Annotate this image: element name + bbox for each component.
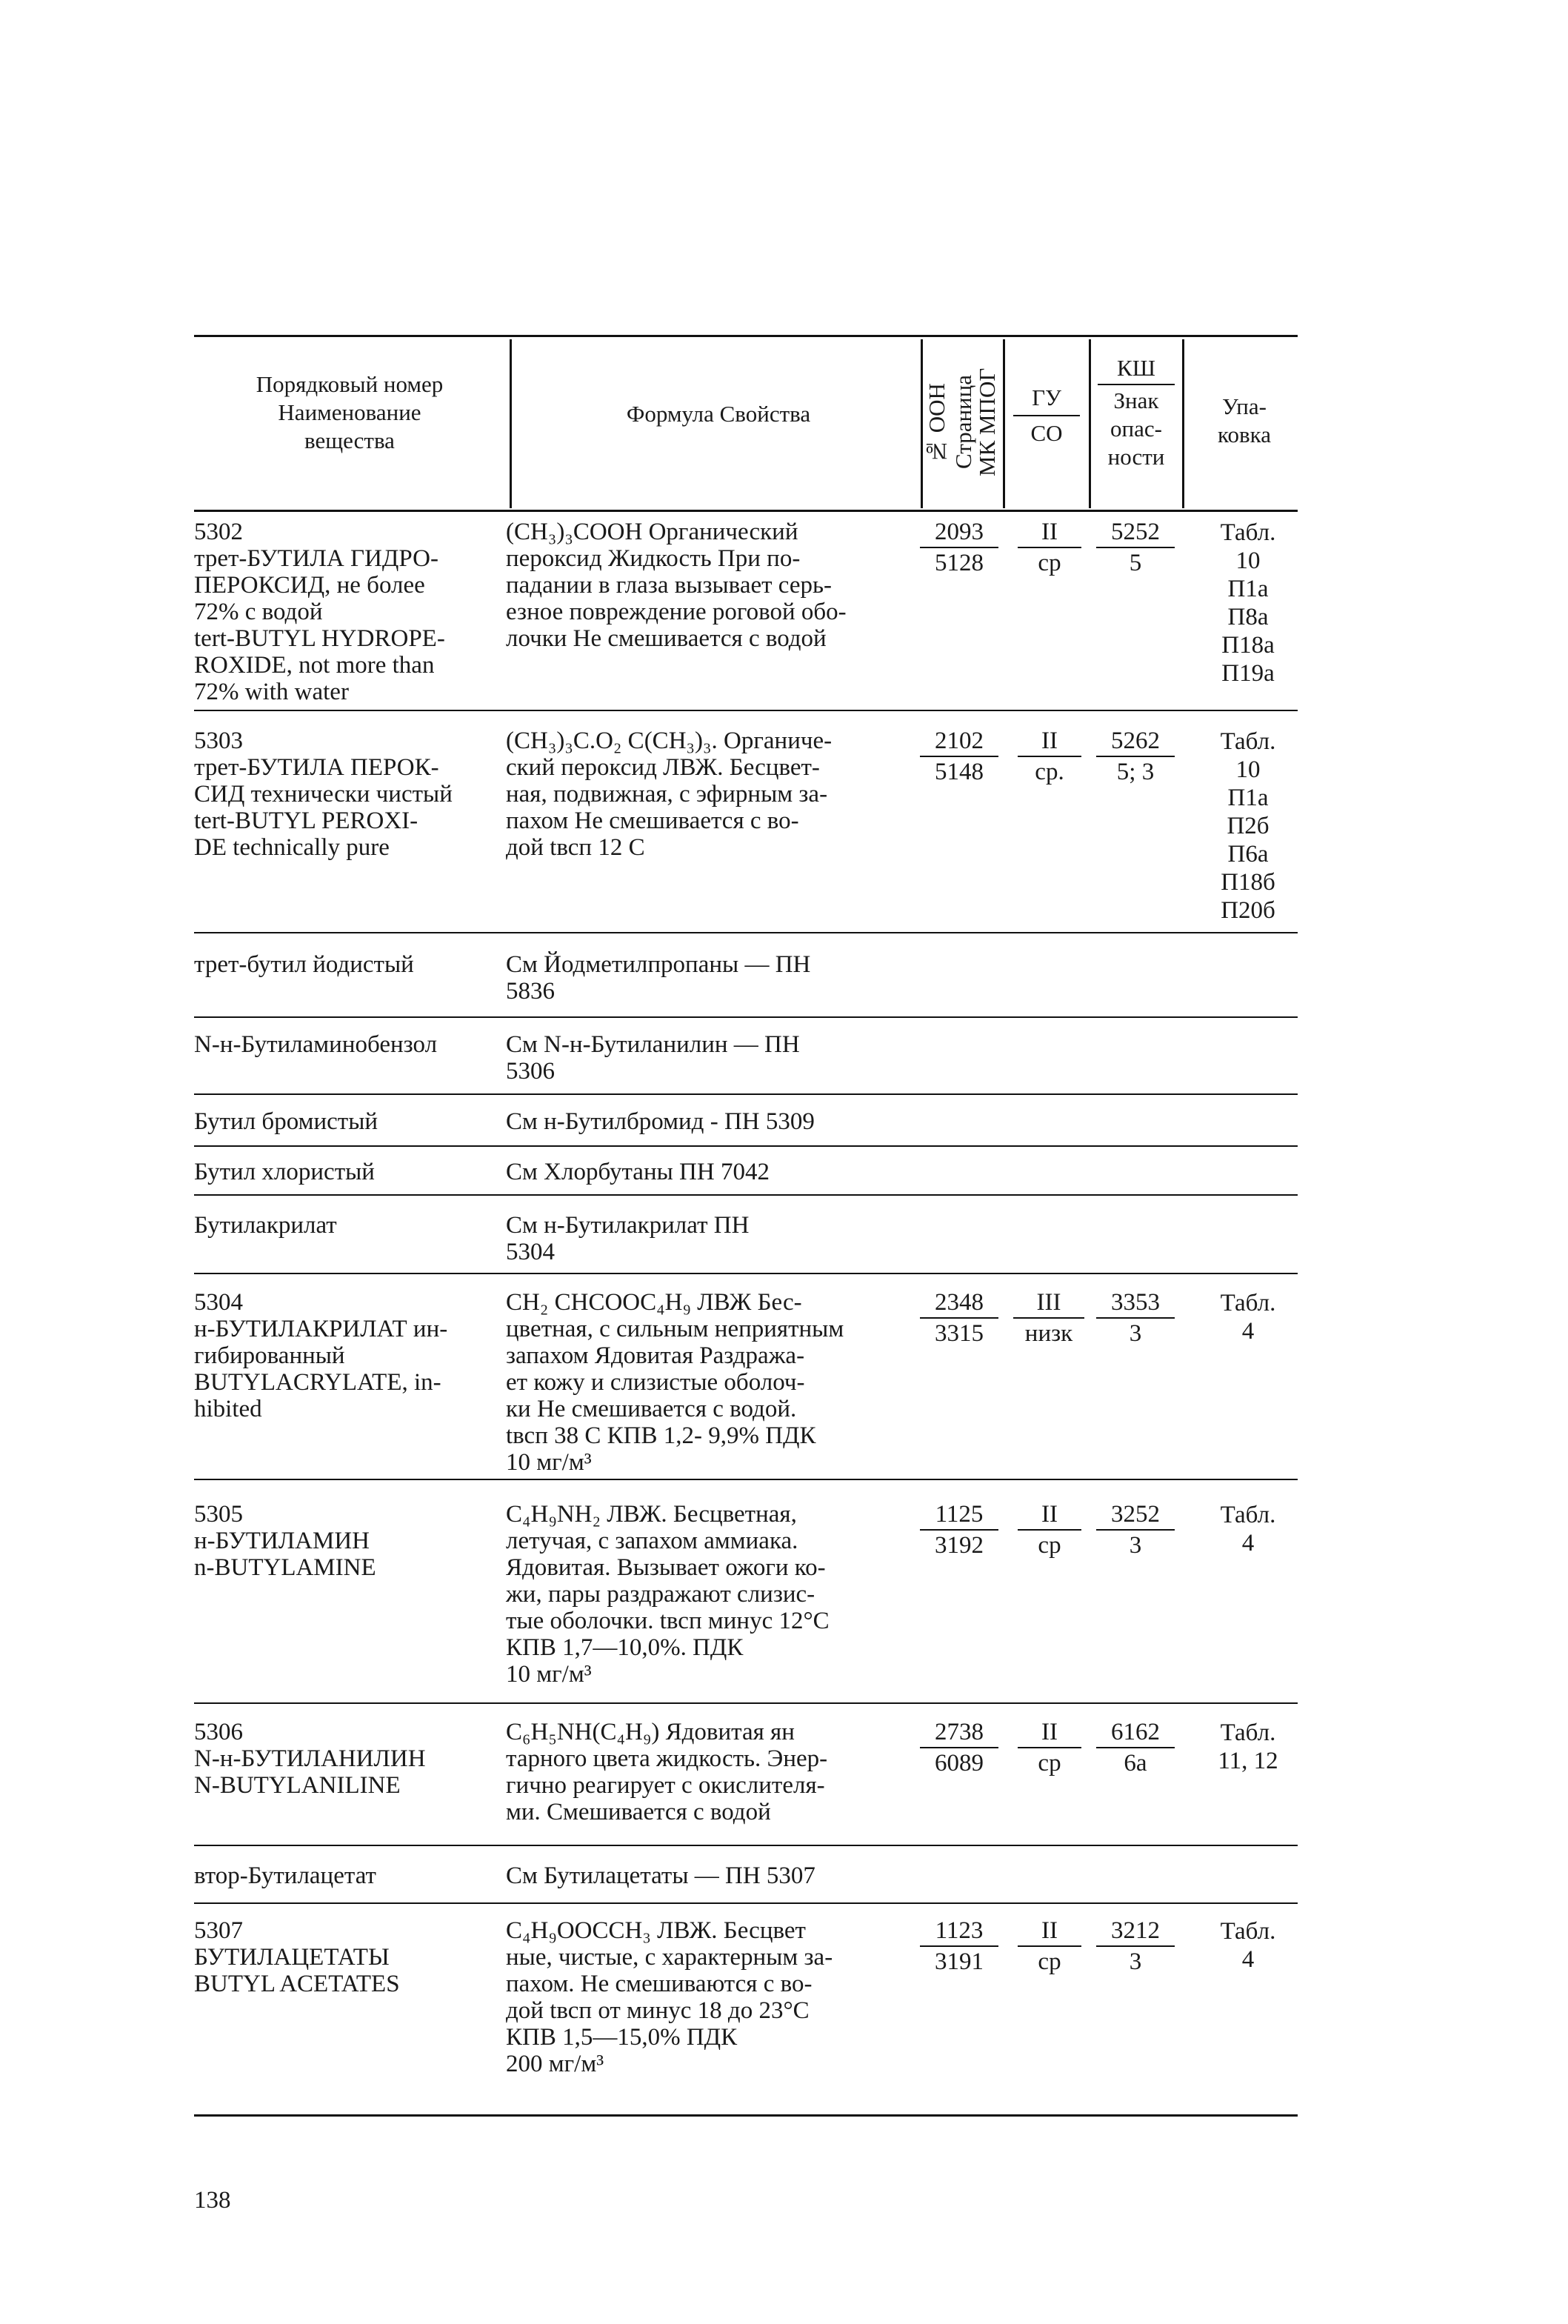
name-line: DE technically pure [194, 834, 390, 861]
mk-page: 3191 [935, 1948, 984, 1975]
pack-line: П2б [1227, 813, 1270, 839]
substance-name [194, 1917, 505, 1997]
substance-description [506, 728, 921, 861]
packaging [1200, 1501, 1296, 1557]
co-value: ср [1038, 550, 1061, 576]
header-page-line: Страница [950, 375, 976, 469]
desc-line: ми. Смешивается с водой [506, 1799, 771, 1825]
gu-co-fraction [1012, 1288, 1086, 1348]
desc-line: Ядовитая. Вызывает ожоги ко- [506, 1554, 826, 1581]
pack-line: П1а [1227, 785, 1269, 811]
row-divider [194, 710, 1298, 711]
substance-description [506, 1719, 921, 1825]
gu-value: II [1041, 1719, 1058, 1745]
header-ksh-line: опас- [1110, 416, 1162, 442]
pack-line: Табл. [1220, 728, 1276, 755]
pack-line: П8а [1227, 604, 1269, 630]
name-line: 72% with water [194, 679, 349, 705]
header-name-line: вещества [304, 427, 395, 453]
pack-line: 4 [1241, 1946, 1255, 1973]
header-ksh-line: КШ [1117, 355, 1155, 381]
desc-line: падании в глаза вызывает серь- [506, 572, 833, 599]
desc-line: tвсп 38 С КПВ 1,2- 9,9% ПДК [506, 1422, 816, 1449]
header-name-line: Наименование [278, 399, 421, 425]
row-divider [194, 1093, 1298, 1095]
name-line: ПЕРОКСИД, не более [194, 572, 425, 599]
row-divider [194, 1273, 1298, 1274]
pack-line: П20б [1221, 897, 1275, 924]
desc-line: ные, чистые, с характерным за- [506, 1944, 833, 1971]
hazard-sign: 3 [1129, 1532, 1142, 1559]
cross-reference: См н-Бутилбромид - ПН 5309 [506, 1108, 815, 1135]
gu-value: II [1041, 728, 1058, 754]
gu-value: III [1036, 1289, 1061, 1316]
desc-line: КПВ 1,7—10,0%. ПДК [506, 1634, 744, 1661]
pack-line: Табл. [1220, 1290, 1276, 1316]
gu-value: II [1041, 519, 1058, 545]
substance-name: втор-Бутилацетат [194, 1862, 376, 1889]
page-number: 138 [194, 2187, 231, 2214]
co-value: ср [1038, 1532, 1061, 1559]
header-divider [510, 339, 512, 508]
header-name-line: Порядковый номер [256, 371, 444, 397]
desc-line: пероксид Жидкость При по- [506, 545, 801, 572]
row-divider [194, 1479, 1298, 1480]
gu-co-fraction [1016, 1916, 1083, 1977]
header-divider [1089, 339, 1091, 508]
desc-line: C₄H₉OOCCH₃ ЛВЖ. Бесцвет [506, 1917, 806, 1944]
name-line: трет-БУТИЛА ГИДРО- [194, 545, 438, 572]
substance-name: Бутил хлористый [194, 1159, 375, 1185]
header-formula-column: Формула Свойства [626, 401, 811, 427]
substance-name [194, 1719, 505, 1799]
un-number: 1123 [935, 1917, 984, 1944]
desc-line: езное повреждение роговой обо- [506, 599, 847, 625]
desc-line: ная, подвижная, с эфирным за- [506, 781, 828, 808]
header-ksh [1092, 354, 1181, 471]
ksh-value: 5262 [1111, 728, 1160, 754]
substance-name [194, 519, 505, 705]
table-bottom-rule [194, 2114, 1298, 2117]
hazard-sign: 6а [1124, 1750, 1147, 1777]
ksh-value: 6162 [1111, 1719, 1160, 1745]
header-pack-line: ковка [1218, 422, 1271, 447]
hazard-sign: 3 [1129, 1948, 1142, 1975]
header-pack-line: Упа- [1222, 393, 1267, 419]
substance-description [506, 1289, 921, 1476]
pack-line: П6а [1227, 841, 1269, 868]
name-line: n-BUTYLAMINE [194, 1554, 376, 1581]
desc-line: (CH₃)₃COOH Органический [506, 519, 798, 545]
ksh-value: 5252 [1111, 519, 1160, 545]
desc-line: 10 мг/м³ [506, 1449, 592, 1476]
pack-line: 4 [1241, 1318, 1255, 1345]
desc-line: 200 мг/м³ [506, 2051, 604, 2077]
desc-line: См н-Бутилакрилат ПН [506, 1212, 750, 1239]
cross-reference: См Хлорбутаны ПН 7042 [506, 1159, 770, 1185]
header-gu-top: ГУ [1032, 384, 1061, 410]
desc-line: пахом Не смешивается с во- [506, 808, 799, 834]
pack-line: 4 [1241, 1530, 1255, 1556]
ksh-sign-fraction [1095, 1717, 1176, 1778]
name-line: 5304 [194, 1289, 243, 1316]
header-un-number: № ООН [924, 383, 950, 465]
substance-name [194, 728, 505, 861]
pack-line: 10 [1235, 547, 1261, 574]
name-line: BUTYL ACETATES [194, 1971, 400, 1997]
row-divider [194, 932, 1298, 933]
pack-line: 11, 12 [1218, 1748, 1278, 1774]
co-value: низк [1024, 1320, 1073, 1347]
ksh-value: 3212 [1111, 1917, 1160, 1944]
packaging [1200, 519, 1296, 687]
un-page-fraction [918, 726, 1000, 787]
header-gu-bottom: СО [1030, 420, 1063, 446]
cross-reference: См Бутилацетаты — ПН 5307 [506, 1862, 815, 1889]
name-line: ROXIDE, not more than [194, 652, 435, 679]
name-line: N-BUTYLANILINE [194, 1772, 401, 1799]
desc-line: ет кожу и слизистые оболоч- [506, 1369, 805, 1396]
un-page-fraction [918, 1916, 1000, 1977]
mk-page: 6089 [935, 1750, 984, 1777]
row-divider [194, 1702, 1298, 1704]
un-number: 2738 [935, 1719, 984, 1745]
substance-description [506, 1501, 921, 1688]
header-gu [1006, 384, 1087, 447]
header-ksh-line: ности [1107, 444, 1165, 470]
mk-page: 5128 [935, 550, 984, 576]
desc-line: КПВ 1,5—15,0% ПДК [506, 2024, 738, 2051]
name-line: СИД технически чистый [194, 781, 453, 808]
name-line: N-н-БУТИЛАНИЛИН [194, 1745, 426, 1772]
co-value: ср [1038, 1750, 1061, 1777]
gu-co-fraction [1016, 1499, 1083, 1560]
substance-name: Бутилакрилат [194, 1212, 337, 1239]
un-number: 2102 [935, 728, 984, 754]
cross-reference [506, 951, 921, 1005]
un-number: 2348 [935, 1289, 984, 1316]
packaging [1200, 1719, 1296, 1775]
mk-page: 3315 [935, 1320, 984, 1347]
name-line: tert-BUTYL HYDROPE- [194, 625, 445, 652]
header-bottom-rule [194, 510, 1298, 512]
co-value: ср [1038, 1948, 1061, 1975]
name-line: 5302 [194, 519, 243, 545]
packaging [1200, 1289, 1296, 1345]
gu-value: II [1041, 1501, 1058, 1528]
un-page-fraction [918, 517, 1000, 578]
row-divider [194, 1016, 1298, 1018]
un-number: 2093 [935, 519, 984, 545]
substance-name: трет-бутил йодистый [194, 951, 414, 978]
desc-line: 5304 [506, 1239, 555, 1265]
substance-name [194, 1501, 505, 1581]
ksh-sign-fraction [1095, 517, 1176, 578]
row-divider [194, 1902, 1298, 1904]
row-divider [194, 1194, 1298, 1196]
hazard-sign: 5; 3 [1116, 759, 1155, 785]
desc-line: CH₂ CHCOOC₄H₉ ЛВЖ Бес- [506, 1289, 802, 1316]
co-value: ср. [1035, 759, 1064, 785]
header-gu-line [1013, 415, 1080, 416]
name-line: tert-BUTYL PEROXI- [194, 808, 418, 834]
pack-line: Табл. [1220, 1719, 1276, 1746]
desc-line: 5836 [506, 978, 555, 1005]
un-number: 1125 [935, 1501, 984, 1528]
hazard-sign: 5 [1129, 550, 1142, 576]
desc-line: цветная, с сильным неприятным [506, 1316, 844, 1342]
row-divider [194, 1145, 1298, 1147]
substance-name: N-н-Бутиламинобензол [194, 1031, 438, 1058]
header-pack [1192, 393, 1296, 449]
desc-line: ский пероксид ЛВЖ. Бесцвет- [506, 754, 820, 781]
header-divider [1182, 339, 1184, 508]
name-line: н-БУТИЛАКРИЛАТ ин- [194, 1316, 448, 1342]
desc-line: 5306 [506, 1058, 555, 1085]
header-ksh-rule [1098, 384, 1175, 385]
gu-value: II [1041, 1917, 1058, 1944]
name-line: 5306 [194, 1719, 243, 1745]
desc-line: (CH₃)₃C.O₂ C(CH₃)₃. Органиче- [506, 728, 833, 754]
desc-line: C₆H₅NH(C₄H₉) Ядовитая ян [506, 1719, 795, 1745]
row-divider [194, 1845, 1298, 1846]
desc-line: См Йодметилпропаны — ПН [506, 951, 811, 978]
un-page-fraction [918, 1288, 1000, 1348]
cross-reference [506, 1031, 921, 1085]
desc-line: запахом Ядовитая Раздража- [506, 1342, 805, 1369]
desc-line: ки Не смешивается с водой. [506, 1396, 797, 1422]
pack-line: П19а [1221, 660, 1275, 687]
pack-line: Табл. [1220, 519, 1276, 546]
desc-line: лочки Не смешивается с водой [506, 625, 827, 652]
mk-page: 3192 [935, 1532, 984, 1559]
header-page-line: МК МПОГ [974, 367, 1000, 476]
substance-description [506, 519, 921, 652]
un-page-fraction [918, 1499, 1000, 1560]
name-line: 5307 [194, 1917, 243, 1944]
header-name-column [194, 370, 505, 455]
pack-line: Табл. [1220, 1918, 1276, 1945]
ksh-sign-fraction [1095, 726, 1176, 787]
desc-line: летучая, с запахом аммиака. [506, 1528, 798, 1554]
name-line: БУТИЛАЦЕТАТЫ [194, 1944, 390, 1971]
desc-line: тые оболочки. tвсп минус 12°С [506, 1608, 830, 1634]
name-line: 5305 [194, 1501, 243, 1528]
ksh-sign-fraction [1095, 1916, 1176, 1977]
cross-reference [506, 1212, 921, 1265]
mk-page: 5148 [935, 759, 984, 785]
name-line: гибированный [194, 1342, 345, 1369]
desc-line: дой tвсп от минус 18 до 23°С [506, 1997, 810, 2024]
desc-line: 10 мг/м³ [506, 1661, 592, 1688]
gu-co-fraction [1016, 726, 1083, 787]
name-line: н-БУТИЛАМИН [194, 1528, 370, 1554]
pack-line: 10 [1235, 756, 1261, 783]
gu-co-fraction [1016, 1717, 1083, 1778]
pack-line: Табл. [1220, 1502, 1276, 1528]
desc-line: пахом. Не смешиваются с во- [506, 1971, 813, 1997]
un-page-fraction [918, 1717, 1000, 1778]
packaging [1200, 1917, 1296, 1974]
hazard-sign: 3 [1129, 1320, 1142, 1347]
name-line: 72% с водой [194, 599, 323, 625]
desc-line: дой tвсп 12 С [506, 834, 645, 861]
desc-line: гично реагирует с окислителя- [506, 1772, 825, 1799]
name-line: трет-БУТИЛА ПЕРОК- [194, 754, 439, 781]
header-ksh-line: Знак [1113, 387, 1159, 413]
desc-line: См N-н-Бутиланилин — ПН [506, 1031, 800, 1058]
pack-line: П18б [1221, 869, 1275, 896]
ksh-value: 3252 [1111, 1501, 1160, 1528]
gu-co-fraction [1016, 517, 1083, 578]
desc-line: жи, пары раздражают слизис- [506, 1581, 815, 1608]
substance-name: Бутил бромистый [194, 1108, 378, 1135]
pack-line: П1а [1227, 576, 1269, 602]
desc-line: C₄H₉NH₂ ЛВЖ. Бесцветная, [506, 1501, 797, 1528]
table-top-rule [194, 335, 1298, 337]
header-divider [921, 339, 923, 508]
desc-line: тарного цвета жидкость. Энер- [506, 1745, 828, 1772]
ksh-sign-fraction [1095, 1288, 1176, 1348]
name-line: hibited [194, 1396, 262, 1422]
pack-line: П18а [1221, 632, 1275, 659]
substance-description [506, 1917, 921, 2077]
name-line: 5303 [194, 728, 243, 754]
header-divider [1003, 339, 1005, 508]
substance-name [194, 1289, 505, 1422]
packaging [1200, 728, 1296, 925]
ksh-value: 3353 [1111, 1289, 1160, 1316]
ksh-sign-fraction [1095, 1499, 1176, 1560]
name-line: BUTYLACRYLATE, in- [194, 1369, 441, 1396]
